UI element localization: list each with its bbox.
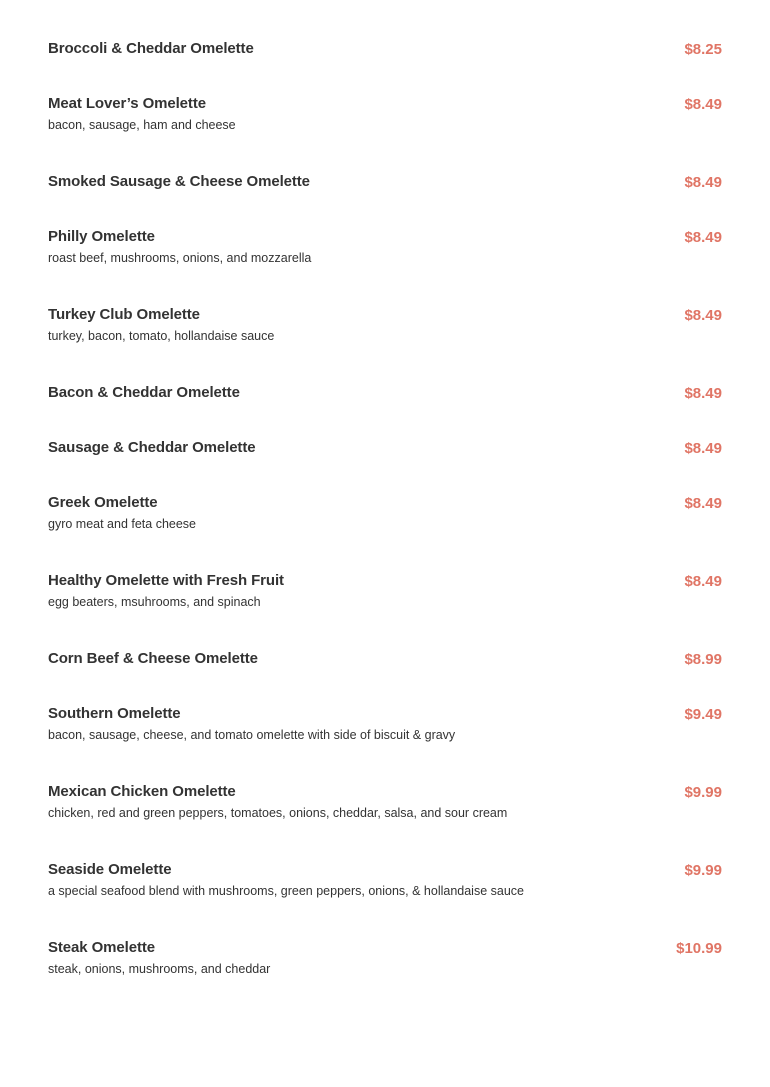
menu-item-name: Turkey Club Omelette bbox=[48, 306, 200, 323]
menu-item bbox=[48, 226, 722, 304]
menu-item-description: gyro meat and feta cheese bbox=[48, 517, 197, 531]
menu-item-price: $9.49 bbox=[684, 706, 722, 723]
menu-item-name: Corn Beef & Cheese Omelette bbox=[48, 650, 258, 667]
menu-item-description: bacon, sausage, ham and cheese bbox=[48, 118, 236, 132]
menu-item-price: $8.49 bbox=[684, 385, 722, 402]
menu-item-name: Sausage & Cheddar Omelette bbox=[48, 439, 256, 456]
menu-item-name: Southern Omelette bbox=[48, 705, 181, 722]
menu-item-description: bacon, sausage, cheese, and tomato omelette with side of biscuit & gravy bbox=[48, 728, 456, 742]
menu-item bbox=[48, 703, 722, 781]
menu-item bbox=[48, 171, 722, 226]
menu-item-price: $8.49 bbox=[684, 440, 722, 457]
menu-item bbox=[48, 937, 722, 1015]
menu-item-price: $8.49 bbox=[684, 229, 722, 246]
menu-item-description: a special seafood blend with mushrooms, green peppers, onions, & hollandaise sauce bbox=[48, 884, 524, 898]
menu-item bbox=[48, 781, 722, 859]
menu-item-name: Mexican Chicken Omelette bbox=[48, 783, 236, 800]
menu-item-price: $8.99 bbox=[684, 651, 722, 668]
menu-item-description: chicken, red and green peppers, tomatoes, onions, cheddar, salsa, and sour cream bbox=[48, 806, 508, 820]
menu-item-price: $10.99 bbox=[676, 940, 722, 957]
menu-item-price: $8.49 bbox=[684, 96, 722, 113]
menu-item-name: Steak Omelette bbox=[48, 939, 155, 956]
menu-item-price: $8.49 bbox=[684, 495, 722, 512]
menu-item-name: Seaside Omelette bbox=[48, 861, 172, 878]
menu-item bbox=[48, 93, 722, 171]
omelette-menu-list bbox=[48, 38, 722, 1015]
menu-item-description: turkey, bacon, tomato, hollandaise sauce bbox=[48, 329, 275, 343]
menu-item-price: $8.49 bbox=[684, 307, 722, 324]
menu-item bbox=[48, 437, 722, 492]
menu-item-price: $8.25 bbox=[684, 41, 722, 58]
menu-item-name: Broccoli & Cheddar Omelette bbox=[48, 40, 254, 57]
menu-item-name: Greek Omelette bbox=[48, 494, 158, 511]
menu-item bbox=[48, 492, 722, 570]
menu-item-description: egg beaters, msuhrooms, and spinach bbox=[48, 595, 261, 609]
menu-item-price: $9.99 bbox=[684, 862, 722, 879]
menu-item bbox=[48, 304, 722, 382]
menu-item bbox=[48, 382, 722, 437]
menu-item bbox=[48, 38, 722, 93]
menu-item-name: Meat Lover’s Omelette bbox=[48, 95, 206, 112]
menu-item bbox=[48, 859, 722, 937]
menu-item-name: Smoked Sausage & Cheese Omelette bbox=[48, 173, 310, 190]
menu-item bbox=[48, 648, 722, 703]
menu-item-description: roast beef, mushrooms, onions, and mozzarella bbox=[48, 251, 312, 265]
menu-item-name: Philly Omelette bbox=[48, 228, 155, 245]
menu-item-name: Bacon & Cheddar Omelette bbox=[48, 384, 240, 401]
menu-item-name: Healthy Omelette with Fresh Fruit bbox=[48, 572, 284, 589]
menu-item-description: steak, onions, mushrooms, and cheddar bbox=[48, 962, 271, 976]
menu-item-price: $8.49 bbox=[684, 573, 722, 590]
menu-item-price: $9.99 bbox=[684, 784, 722, 801]
menu-item bbox=[48, 570, 722, 648]
menu-item-price: $8.49 bbox=[684, 174, 722, 191]
